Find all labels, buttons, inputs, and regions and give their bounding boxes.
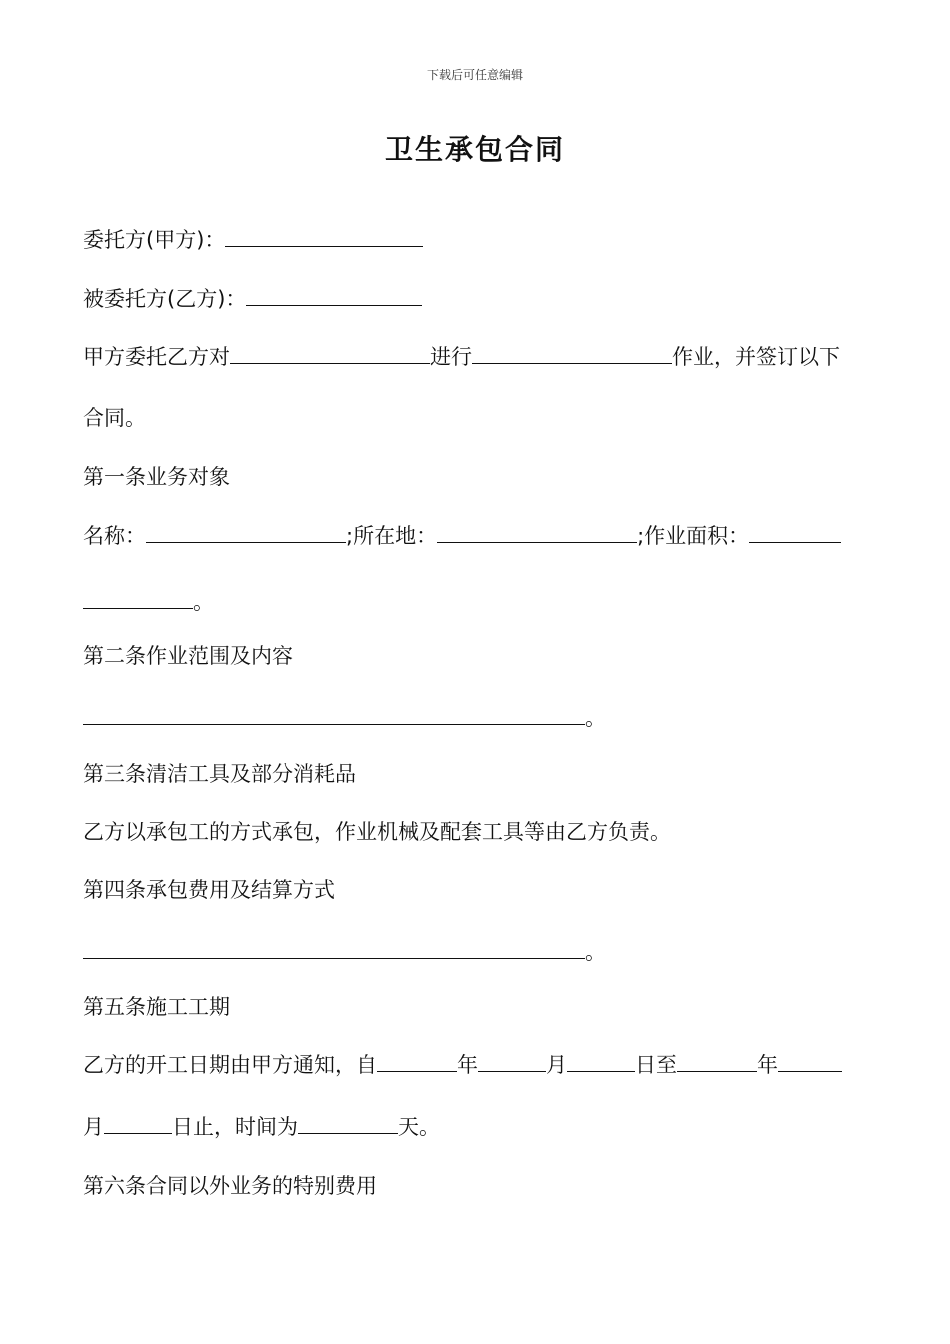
year2-label: 年	[757, 1053, 778, 1077]
article-6-heading: 第六条合同以外业务的特别费用	[83, 1174, 377, 1198]
article-1-line	[83, 520, 841, 550]
month2-label: 月	[83, 1115, 104, 1139]
area-label: ;作业面积：	[637, 524, 750, 548]
start-month-field[interactable]	[478, 1053, 546, 1072]
end-month-field[interactable]	[778, 1053, 842, 1072]
party-a-line	[83, 224, 423, 254]
start-year-field[interactable]	[377, 1053, 457, 1072]
article-1-end: 。	[193, 590, 214, 614]
intro-object-field[interactable]	[230, 345, 430, 364]
article-4-line	[83, 936, 606, 966]
party-b-line	[83, 283, 422, 313]
article-5-line-2	[83, 1111, 440, 1141]
intro-work-field[interactable]	[472, 345, 672, 364]
intro-line	[83, 341, 840, 371]
article-4-end: 。	[585, 940, 606, 964]
party-a-field[interactable]	[225, 228, 423, 247]
article-3-body: 乙方以承包工的方式承包，作业机械及配套工具等由乙方负责。	[83, 820, 671, 844]
party-b-field[interactable]	[246, 287, 422, 306]
article-1-line-2	[83, 586, 214, 616]
article-2-line	[83, 702, 606, 732]
intro-line-2: 合同。	[83, 406, 146, 430]
name-label: 名称：	[83, 524, 146, 548]
location-field[interactable]	[437, 524, 637, 543]
scope-field[interactable]	[83, 706, 585, 725]
intro-text-1: 甲方委托乙方对	[83, 345, 230, 369]
end-year-field[interactable]	[677, 1053, 757, 1072]
period-text: 乙方的开工日期由甲方通知，自	[83, 1053, 377, 1077]
article-3-heading: 第三条清洁工具及部分消耗品	[83, 762, 356, 786]
party-b-label: 被委托方(乙方)：	[83, 287, 247, 311]
start-day-field[interactable]	[567, 1053, 635, 1072]
days-field[interactable]	[298, 1115, 398, 1134]
area-field-continued[interactable]	[83, 590, 193, 609]
header-note: 下载后可任意编辑	[426, 68, 523, 82]
month-label: 月	[546, 1053, 567, 1077]
article-1-heading: 第一条业务对象	[83, 465, 230, 489]
area-field[interactable]	[749, 524, 841, 543]
location-label: ;所在地：	[346, 524, 438, 548]
article-2-end: 。	[585, 706, 606, 730]
fee-field[interactable]	[83, 940, 585, 959]
contract-title: 卫生承包合同	[384, 133, 565, 166]
day-end-label: 日止，时间为	[172, 1115, 298, 1139]
article-5-line	[83, 1049, 842, 1079]
day-to-label: 日至	[635, 1053, 677, 1077]
party-a-label: 委托方(甲方)：	[83, 228, 226, 252]
article-4-heading: 第四条承包费用及结算方式	[83, 878, 335, 902]
year-label: 年	[457, 1053, 478, 1077]
intro-text-2: 进行	[430, 345, 472, 369]
article-5-heading: 第五条施工工期	[83, 995, 230, 1019]
end-day-field[interactable]	[104, 1115, 172, 1134]
name-field[interactable]	[146, 524, 346, 543]
intro-text-3: 作业，并签订以下	[672, 345, 840, 369]
days-label: 天。	[398, 1115, 440, 1139]
article-2-heading: 第二条作业范围及内容	[83, 644, 293, 668]
